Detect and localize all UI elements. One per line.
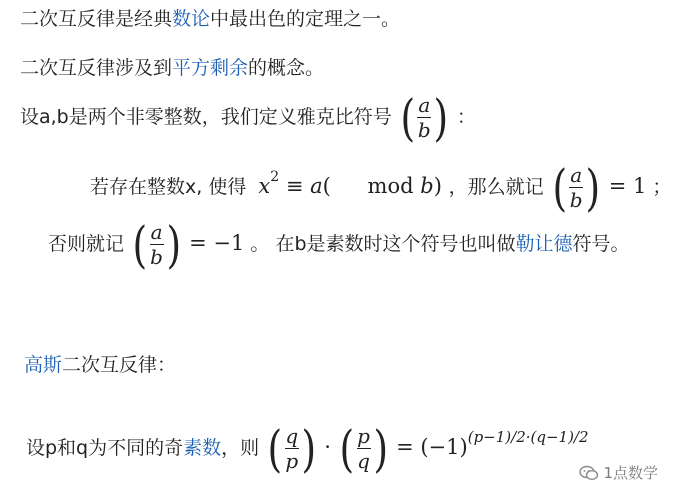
- denominator: b: [417, 118, 431, 142]
- legendre-symbol-q-p: [265, 419, 318, 478]
- fraction: [569, 164, 583, 211]
- numerator: q: [285, 424, 299, 448]
- reciprocity-text: 设p和q为不同的奇: [26, 437, 184, 459]
- reciprocity-line: [26, 412, 589, 478]
- link-legendre[interactable]: 勒让德: [515, 233, 573, 255]
- congruence-end: ；: [652, 176, 672, 198]
- var-a: a: [310, 174, 323, 198]
- left-paren: (: [339, 419, 355, 478]
- left-paren: (: [400, 88, 415, 147]
- denominator: b: [150, 245, 163, 269]
- congruence-text: 若存在整数x, 使得: [90, 176, 247, 198]
- otherwise-text: 否则就记: [48, 233, 125, 255]
- concept-text-1: 二次互反律涉及到: [20, 57, 173, 79]
- denominator: b: [569, 188, 583, 212]
- denominator: p: [285, 449, 299, 473]
- multiply-dot: ·: [324, 435, 331, 459]
- link-quadratic-residue[interactable]: 平方剩余: [172, 57, 249, 79]
- link-number-theory[interactable]: 数论: [172, 8, 211, 30]
- numerator: a: [418, 93, 431, 117]
- jacobi-symbol-a-b: [130, 215, 183, 274]
- fraction: [285, 425, 299, 472]
- wechat-icon: [579, 465, 599, 481]
- congruence-formula: [258, 169, 448, 198]
- exponent-2: 2: [270, 169, 280, 185]
- right-paren: ): [372, 419, 388, 478]
- otherwise-middle-text: 。 在b是素数时这个符号也叫做: [250, 233, 516, 255]
- fraction: [357, 425, 371, 472]
- otherwise-end-text: 符号。: [572, 233, 630, 255]
- legendre-symbol-p-q: [337, 419, 390, 478]
- result-equals-one: = 1: [608, 174, 647, 198]
- right-paren: ): [166, 215, 181, 274]
- definition-colon: ：: [456, 106, 476, 128]
- congruence-line: [90, 152, 672, 217]
- intro-line: [20, 6, 400, 32]
- mod-open-paren: (: [322, 174, 331, 198]
- mod-close-paren: ): [433, 174, 442, 198]
- fraction: [150, 221, 164, 268]
- denominator: q: [357, 449, 370, 473]
- left-paren: (: [132, 215, 148, 274]
- definition-line: [20, 88, 476, 147]
- result-minus-one: = −1: [189, 231, 245, 255]
- link-prime[interactable]: 素数: [183, 437, 222, 459]
- gauss-heading-text: 二次互反律：: [62, 354, 177, 376]
- right-paren: ): [301, 419, 316, 478]
- jacobi-symbol-a-b: [398, 88, 451, 147]
- watermark: [579, 462, 658, 483]
- congruence-middle-text: ，那么就记: [448, 176, 544, 198]
- jacobi-symbol-a-b: [550, 158, 603, 217]
- var-x: x: [258, 174, 271, 198]
- equals-minus-one: = (−1): [396, 435, 468, 459]
- right-paren: ): [585, 158, 601, 217]
- watermark-text: 1点数学: [603, 464, 658, 482]
- congruence-sign: ≡: [285, 174, 304, 198]
- intro-text-1: 二次互反律是经典: [20, 8, 173, 30]
- otherwise-line: [48, 215, 630, 274]
- concept-line: [20, 55, 324, 81]
- mod-word: mod: [367, 174, 414, 198]
- reciprocity-middle: ，则: [221, 437, 260, 459]
- fraction: [417, 94, 431, 141]
- numerator: p: [357, 424, 370, 448]
- concept-text-2: 的概念。: [248, 57, 325, 79]
- left-paren: (: [267, 419, 283, 478]
- numerator: a: [570, 163, 583, 187]
- right-paren: ): [433, 88, 449, 147]
- numerator: a: [150, 220, 163, 244]
- left-paren: (: [552, 158, 567, 217]
- reciprocity-exponent: (p−1)/2·(q−1)/2: [467, 428, 589, 446]
- gauss-heading: [24, 352, 176, 378]
- intro-text-2: 中最出色的定理之一。: [210, 8, 401, 30]
- link-gauss[interactable]: 高斯: [24, 354, 63, 376]
- definition-text: 设a,b是两个非零整数，我们定义雅克比符号: [20, 106, 392, 128]
- var-b: b: [420, 174, 434, 198]
